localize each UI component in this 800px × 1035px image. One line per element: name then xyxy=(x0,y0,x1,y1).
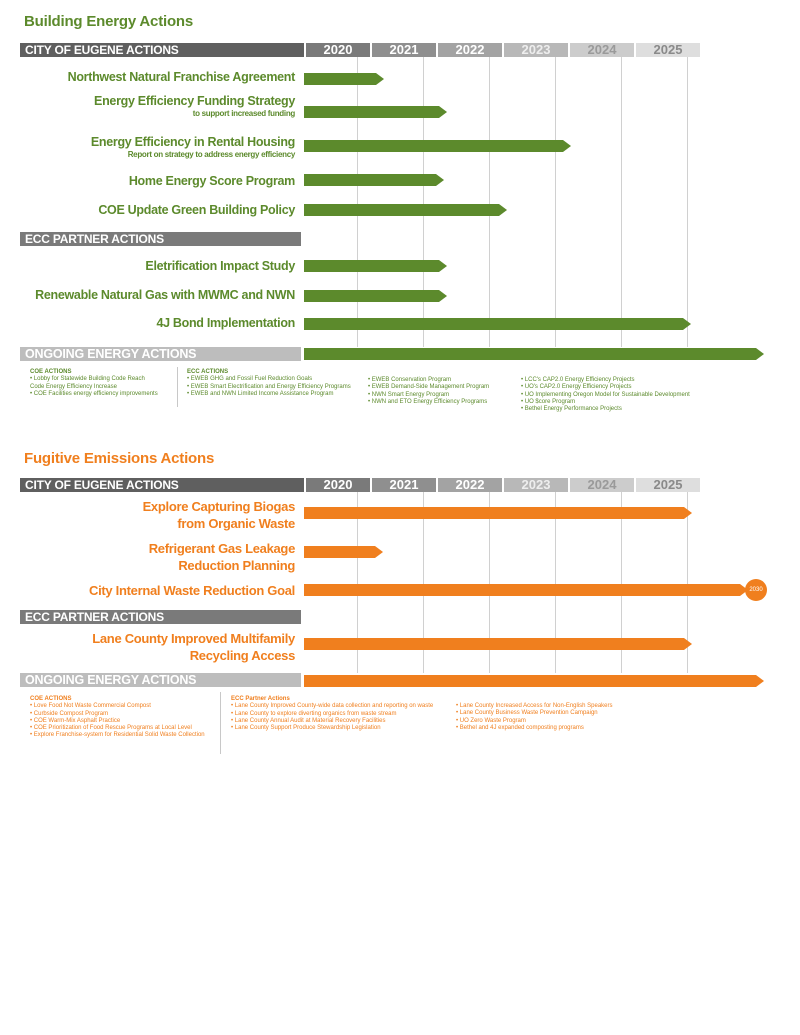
building-task-name: 4J Bond Implementation xyxy=(156,316,295,330)
building-notes-col2 xyxy=(187,369,351,398)
building-gridline xyxy=(621,57,622,347)
fugitive-note: • COE Prioritization of Food Rescue Programs at Local Level xyxy=(30,725,192,732)
fugitive-year-label-2023: 2023 xyxy=(502,478,568,492)
building-task-bar xyxy=(304,348,764,360)
fugitive-year-label-2022: 2022 xyxy=(436,478,502,492)
fugitive-year-label-2020: 2020 xyxy=(304,478,370,492)
building-year-label-2025: 2025 xyxy=(634,43,700,57)
building-task-bar xyxy=(304,290,447,302)
fugitive-notes-col2-head: ECC Partner Actions xyxy=(231,696,290,702)
building-task-bar-arrow xyxy=(439,106,447,118)
building-task-label xyxy=(94,94,295,119)
building-task-bar-arrow xyxy=(439,260,447,272)
building-task-bar-body xyxy=(304,348,756,360)
fugitive-task-name: Refrigerant Gas Leakage xyxy=(148,541,295,556)
fugitive-section-title: Fugitive Emissions Actions xyxy=(24,450,215,467)
building-note: • Lobby for Statewide Building Code Reach xyxy=(30,376,145,383)
building-task-name: Renewable Natural Gas with MWMC and NWN xyxy=(35,288,295,302)
fugitive-ecc-header: ECC PARTNER ACTIONS xyxy=(20,610,301,624)
building-year-label-2024: 2024 xyxy=(568,43,634,57)
fugitive-notes-col2 xyxy=(231,696,433,732)
fugitive-notes-col1 xyxy=(30,696,205,740)
building-task-bar-arrow xyxy=(563,140,571,152)
building-task-bar xyxy=(304,204,507,216)
building-task-name: Home Energy Score Program xyxy=(128,174,295,188)
fugitive-note: • COE Warm-Mix Asphalt Practice xyxy=(30,717,121,724)
fugitive-task-bar xyxy=(304,584,748,596)
building-note: • UO Implementing Oregon Model for Sustainable Development xyxy=(521,391,690,398)
building-section-title: Building Energy Actions xyxy=(24,13,194,30)
building-notes-col2-head: ECC ACTIONS xyxy=(187,369,229,375)
building-task-label xyxy=(68,70,295,85)
fugitive-task-name: Lane County Improved Multifamily xyxy=(92,631,295,646)
building-task-bar-body xyxy=(304,106,439,118)
fugitive-task-subtitle: Recycling Access xyxy=(189,648,295,663)
fugitive-note: • Love Food Not Waste Commercial Compost xyxy=(30,703,151,710)
fugitive-task-bar xyxy=(304,546,383,558)
building-task-bar-arrow xyxy=(756,348,764,360)
building-note: • EWEB Smart Electrification and Energy Efficiency Programs xyxy=(187,383,351,390)
building-task-bar-body xyxy=(304,140,563,152)
fugitive-note: • Lane County Business Waste Prevention Campaign xyxy=(456,710,598,717)
building-task-bar-arrow xyxy=(436,174,444,186)
fugitive-task-bar-body xyxy=(304,584,740,596)
building-task-name: Eletrification Impact Study xyxy=(145,259,295,273)
building-note: • NWN and ETO Energy Efficiency Programs xyxy=(368,398,488,405)
building-note: • EWEB Demand-Side Management Program xyxy=(368,384,490,391)
fugitive-year-header xyxy=(304,478,700,492)
fugitive-task-bar-arrow xyxy=(684,638,692,650)
fugitive-task-subtitle: from Organic Waste xyxy=(177,516,295,531)
building-task-name: Energy Efficiency in Rental Housing xyxy=(90,135,295,149)
fugitive-task-bar-body xyxy=(304,638,684,650)
fugitive-note: • Explore Franchise-system for Residential Solid Waste Collection xyxy=(30,732,205,739)
building-notes-col1-head: COE ACTIONS xyxy=(30,369,72,375)
building-ecc-header: ECC PARTNER ACTIONS xyxy=(20,232,301,246)
building-note: • UO's CAP2.0 Energy Efficiency Projects xyxy=(521,384,632,391)
building-notes-col3 xyxy=(368,377,489,406)
building-task-label xyxy=(129,174,295,189)
building-note: • EWEB and NWN Limited Income Assistance Program xyxy=(187,390,334,397)
building-notes-col1 xyxy=(30,369,158,398)
fugitive-year-label-2021: 2021 xyxy=(370,478,436,492)
fugitive-task-bar-body xyxy=(304,546,375,558)
fugitive-task-bar-arrow xyxy=(684,507,692,519)
building-task-bar xyxy=(304,140,571,152)
fugitive-note: • Lane County Annual Audit at Material Recovery Facilities xyxy=(231,717,386,724)
fugitive-2030-badge: 2030 xyxy=(745,579,767,601)
building-task-name: Northwest Natural Franchise Agreement xyxy=(67,70,295,84)
fugitive-note: • Lane County Support Produce Stewardship Legislation xyxy=(231,725,381,732)
building-note: • COE Facilities energy efficiency improvements xyxy=(30,390,158,397)
fugitive-task-subtitle: Reduction Planning xyxy=(178,558,295,573)
fugitive-note: • Curbside Compost Program xyxy=(30,710,109,717)
fugitive-task-label xyxy=(149,540,295,574)
fugitive-task-bar xyxy=(304,675,764,687)
fugitive-task-bar-arrow xyxy=(375,546,383,558)
building-year-header xyxy=(304,43,700,57)
fugitive-task-bar-body xyxy=(304,675,756,687)
building-task-label xyxy=(35,288,295,303)
fugitive-notes-col3 xyxy=(456,703,613,732)
building-task-label xyxy=(98,203,295,218)
fugitive-note: • Lane County Increased Access for Non-English Speakers xyxy=(456,703,613,709)
building-task-name: Energy Efficiency Funding Strategy xyxy=(94,94,295,108)
building-coe-header: CITY OF EUGENE ACTIONS xyxy=(20,43,304,57)
building-task-bar-body xyxy=(304,318,683,330)
building-task-subtitle: to support increased funding xyxy=(192,109,295,118)
building-task-bar-body xyxy=(304,290,439,302)
building-note: Code Energy Efficiency Increase xyxy=(30,383,117,390)
building-year-label-2021: 2021 xyxy=(370,43,436,57)
fugitive-note: • UO Zero Waste Program xyxy=(456,717,526,724)
building-note: • EWEB Conservation Program xyxy=(368,377,452,383)
building-task-bar xyxy=(304,174,444,186)
building-gridline xyxy=(423,57,424,347)
building-note: • UO $core Program xyxy=(521,398,576,405)
building-notes-divider xyxy=(177,367,178,407)
fugitive-notes-col1-head: COE ACTIONS xyxy=(30,696,72,702)
building-ongoing-header: ONGOING ENERGY ACTIONS xyxy=(20,347,301,361)
building-task-label xyxy=(156,316,295,331)
fugitive-task-name: City Internal Waste Reduction Goal xyxy=(88,583,295,598)
building-gridline xyxy=(687,57,688,347)
fugitive-ongoing-header: ONGOING ENERGY ACTIONS xyxy=(20,673,301,687)
fugitive-coe-header: CITY OF EUGENE ACTIONS xyxy=(20,478,304,492)
fugitive-note: • Lane County Improved County-wide data collection and reporting on waste xyxy=(231,703,434,710)
building-task-bar-arrow xyxy=(376,73,384,85)
building-note: • Bethel Energy Performance Projects xyxy=(521,406,622,413)
fugitive-note: • Bethel and 4J expanded composting programs xyxy=(456,724,584,731)
building-gridline xyxy=(555,57,556,347)
fugitive-task-label xyxy=(92,630,295,664)
fugitive-task-bar-arrow xyxy=(756,675,764,687)
building-note: • NWN Smart Energy Program xyxy=(368,391,450,398)
fugitive-task-bar xyxy=(304,638,692,650)
building-task-bar-arrow xyxy=(683,318,691,330)
fugitive-task-bar xyxy=(304,507,692,519)
building-task-bar-arrow xyxy=(499,204,507,216)
building-year-label-2023: 2023 xyxy=(502,43,568,57)
building-task-bar-body xyxy=(304,204,499,216)
building-year-label-2020: 2020 xyxy=(304,43,370,57)
building-task-label xyxy=(145,259,295,274)
fugitive-task-name: Explore Capturing Biogas xyxy=(142,499,295,514)
building-task-bar xyxy=(304,318,691,330)
building-gridline xyxy=(357,57,358,347)
building-task-bar xyxy=(304,260,447,272)
building-task-name: COE Update Green Building Policy xyxy=(98,203,295,217)
fugitive-task-label xyxy=(89,582,295,599)
building-task-bar-body xyxy=(304,174,436,186)
building-note: • LCC's CAP2.0 Energy Efficiency Projects xyxy=(521,377,635,383)
building-notes-col4 xyxy=(521,377,690,413)
building-task-bar xyxy=(304,106,447,118)
building-note: • EWEB GHG and Fossil Fuel Reduction Goals xyxy=(187,376,313,383)
building-gridline xyxy=(489,57,490,347)
fugitive-year-label-2024: 2024 xyxy=(568,478,634,492)
fugitive-notes-divider xyxy=(220,692,221,754)
fugitive-year-label-2025: 2025 xyxy=(634,478,700,492)
building-task-bar-arrow xyxy=(439,290,447,302)
building-year-label-2022: 2022 xyxy=(436,43,502,57)
building-task-bar-body xyxy=(304,73,376,85)
fugitive-task-label xyxy=(143,498,295,532)
building-task-bar-body xyxy=(304,260,439,272)
fugitive-task-bar-body xyxy=(304,507,684,519)
building-task-label xyxy=(91,135,295,160)
building-task-bar xyxy=(304,73,384,85)
fugitive-note: • Lane County to explore diverting organics from waste stream xyxy=(231,710,397,717)
building-task-subtitle: Report on strategy to address energy efficiency xyxy=(127,150,295,159)
